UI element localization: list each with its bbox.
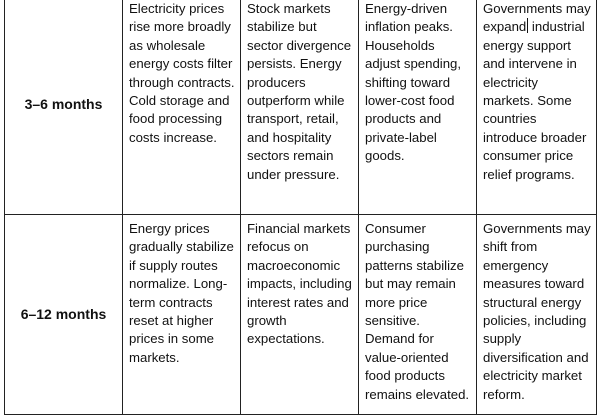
- scenario-table: [4, 0, 597, 415]
- period-cell: 6–12 months: [5, 215, 123, 415]
- governments-text-before-cursor: Governments may expand: [483, 1, 591, 35]
- governments-cell[interactable]: Governments may shift from emergency measures toward structural energy policies, including supply diversification and electricity market reform.: [477, 215, 597, 415]
- table-row: [5, 215, 597, 415]
- governments-cell[interactable]: [477, 0, 597, 215]
- markets-cell: Stock markets stabilize but sector divergence persists. Energy producers outperform while transport, retail, and hospitality sectors remain under pressure.: [241, 0, 359, 215]
- governments-text-after-cursor: industrial energy support and intervene in electricity markets. Some countries introduce broader consumer price relief programs.: [483, 19, 587, 182]
- markets-cell: Financial markets refocus on macroeconomic impacts, including interest rates and growth expectations.: [241, 215, 359, 415]
- energy-cell: Electricity prices rise more broadly as wholesale energy costs filter through contracts. Cold storage and food processing costs increase.: [123, 0, 241, 215]
- table-row: [5, 0, 597, 215]
- energy-cell: Energy prices gradually stabilize if supply routes normalize. Long-term contracts reset at higher prices in some markets.: [123, 215, 241, 415]
- consumers-cell: Consumer purchasing patterns stabilize but may remain more price sensitive. Demand for value-oriented food products remains elevated.: [359, 215, 477, 415]
- period-cell: 3–6 months: [5, 0, 123, 215]
- consumers-cell: Energy-driven inflation peaks. Households adjust spending, shifting toward lower-cost food products and private-label goods.: [359, 0, 477, 215]
